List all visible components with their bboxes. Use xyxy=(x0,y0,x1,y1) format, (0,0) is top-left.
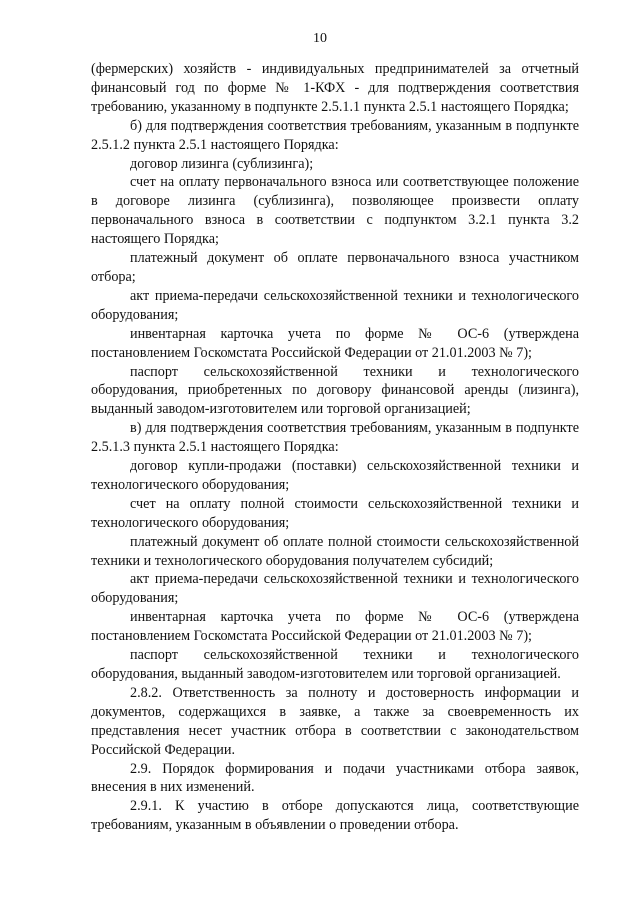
document-body xyxy=(91,60,579,835)
paragraph: 2.8.2. Ответственность за полноту и достоверность информации и документов, содержащихся в заявке, а также за своевременность их представления несет участник отбора в соответствии с законодательством Российской Федерации. xyxy=(91,684,579,758)
paragraph: платежный документ об оплате полной стоимости сельскохозяйственной техники и технологического оборудования получателем субсидий; xyxy=(91,533,579,569)
paragraph: договор лизинга (сублизинга); xyxy=(130,155,314,172)
paragraph: акт приема-передачи сельскохозяйственной техники и технологического оборудования; xyxy=(91,571,579,607)
paragraph: в) для подтверждения соответствия требованиям, указанным в подпункте 2.5.1.3 пункта 2.5.1 настоящего Порядка: xyxy=(91,420,579,456)
paragraph: акт приема-передачи сельскохозяйственной техники и технологического оборудования; xyxy=(91,287,579,323)
paragraph: 2.9. Порядок формирования и подачи участниками отбора заявок, внесения в них изменений. xyxy=(91,760,579,796)
paragraph: инвентарная карточка учета по форме № ОС-6 (утверждена постановлением Госкомстата Российской Федерации от 21.01.2003 № 7); xyxy=(91,609,579,645)
paragraph: платежный документ об оплате первоначального взноса участником отбора; xyxy=(91,250,579,285)
page-number: 10 xyxy=(313,31,327,46)
paragraph: инвентарная карточка учета по форме № ОС-6 (утверждена постановлением Госкомстата Российской Федерации от 21.01.2003 № 7); xyxy=(91,325,579,361)
paragraph: счет на оплату первоначального взноса или соответствующее положение в договоре лизинга (сублизинга), позволяющее произвести оплату первоначального взноса в соответствии с подпунктом 3.2.1 пункта 3.2 настоящего Порядка; xyxy=(91,174,579,248)
paragraph: счет на оплату полной стоимости сельскохозяйственной техники и технологического оборудования; xyxy=(91,495,579,531)
paragraph: договор купли-продажи (поставки) сельскохозяйственной техники и технологического оборудования; xyxy=(91,458,579,493)
paragraph: паспорт сельскохозяйственной техники и технологического оборудования, приобретенных по договору финансовой аренды (лизинга), выданный заводом-изготовителем или торговой организацией; xyxy=(91,363,579,418)
paragraph: 2.9.1. К участию в отборе допускаются лица, соответствующие требованиям, указанным в объявлении о проведении отбора. xyxy=(91,798,579,834)
paragraph: паспорт сельскохозяйственной техники и технологического оборудования, выданный заводом-изготовителем или торговой организацией. xyxy=(91,647,579,682)
paragraph: (фермерских) хозяйств - индивидуальных предпринимателей за отчетный финансовый год по форме № 1-КФХ - для подтверждения соответствия требованию, указанному в подпункте 2.5.1.1 пункта 2.5.1 настоящего Порядка; xyxy=(91,61,579,115)
paragraph: б) для подтверждения соответствия требованиям, указанным в подпункте 2.5.1.2 пункта 2.5.1 настоящего Порядка: xyxy=(91,117,579,153)
